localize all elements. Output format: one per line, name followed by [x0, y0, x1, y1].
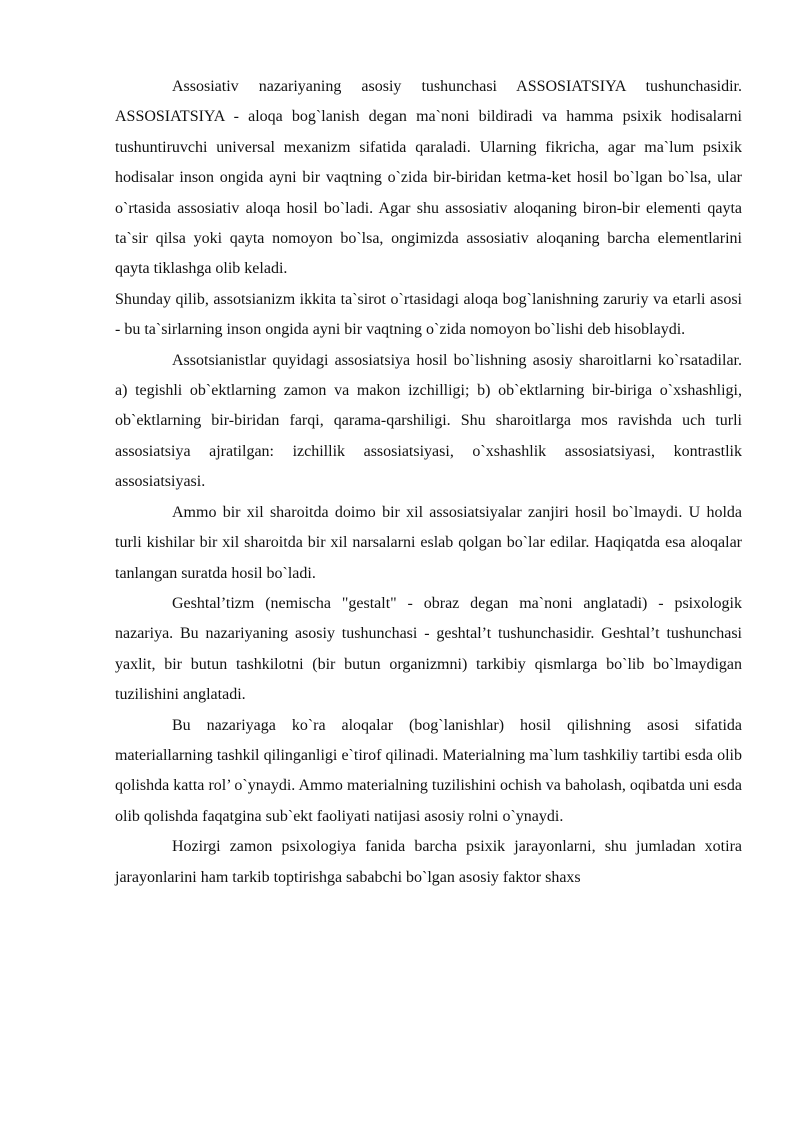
paragraph-material-organization: Bu nazariyaga ko`ra aloqalar (bog`lanishlar) hosil qilishning asosi sifatida materiallarning tashkil qilinganligi e`tirof qilinadi. Materialning ma`lum tashkiliy tartibi esda olib qolishda katta rol’ o`ynaydi. Ammo materialning tuzilishini ochish va baholash, oqibatda uni esda olib qolishda faqatgina sub`ekt faoliyati natijasi asosiy rolni o`ynaydi. — [115, 716, 742, 825]
document-page — [115, 72, 742, 893]
paragraph-associanism-conclusion: Shunday qilib, assotsianizm ikkita ta`sirot o`rtasidagi aloqa bog`lanishning zaruriy va etarli asosi - bu ta`sirlarning inson ongida ayni bir vaqtning o`zida nomoyon bo`lishi deb hisoblaydi. — [115, 290, 742, 339]
paragraph-association-conditions: Assotsianistlar quyidagi assosiatsiya hosil bo`lishning asosiy sharoitlarni ko`rsatadilar. a) tegishli ob`ektlarning zamon va makon izchilligi; b) ob`ektlarning bir-biriga o`xshashligi, ob`ektlarning bir-biridan farqi, qarama-qarshiligi. Shu sharoitlarga mos ravishda uch turli assosiatsiya ajratilgan: izchillik assosiatsiyasi, o`xshashlik assosiatsiyasi, kontrastlik assosiatsiyasi. — [115, 351, 742, 491]
paragraph-modern-psychology: Hozirgi zamon psixologiya fanida barcha psixik jarayonlarni, shu jumladan xotira jarayonlarini ham tarkib toptirishga sababchi bo`lgan asosiy faktor shaxs — [115, 838, 742, 886]
paragraph-association-chains: Ammo bir xil sharoitda doimo bir xil assosiatsiyalar zanjiri hosil bo`lmaydi. U holda turli kishilar bir xil sharoitda bir xil narsalarni eslab qolgan bo`lar edilar. Haqiqatda esa aloqalar tanlangan suratda hosil bo`ladi. — [115, 503, 742, 582]
paragraph-associative-theory: Assosiativ nazariyaning asosiy tushunchasi ASSOSIATSIYA tushunchasidir. ASSOSIATSIYA - aloqa bog`lanish degan ma`noni bildiradi va hamma psixik hodisalarni tushuntiruvchi universal mexanizm sifatida qaraladi. Ularning fikricha, agar ma`lum psixik hodisalar inson ongida ayni bir vaqtning o`zida bir-biridan ketma-ket hosil bo`lgan bo`lsa, ular o`rtasida assosiativ aloqa hosil bo`ladi. Agar shu assosiativ aloqaning biron-bir elementi qayta ta`sir qilsa yoki qayta nomoyon bo`lsa, ongimizda assosiativ aloqaning barcha elementlarini qayta tiklashga olib keladi. — [115, 78, 742, 278]
paragraph-gestalt-theory: Geshtal’tizm (nemischa "gestalt" - obraz degan ma`noni anglatadi) - psixologik nazariya. Bu nazariyaning asosiy tushunchasi - geshtal’t tushunchasidir. Geshtal’t tushunchasi yaxlit, bir butun tashkilotni (bir butun organizmni) tarkibiy qismlarga bo`lib bo`lmaydigan tuzilishini anglatadi. — [115, 594, 742, 704]
